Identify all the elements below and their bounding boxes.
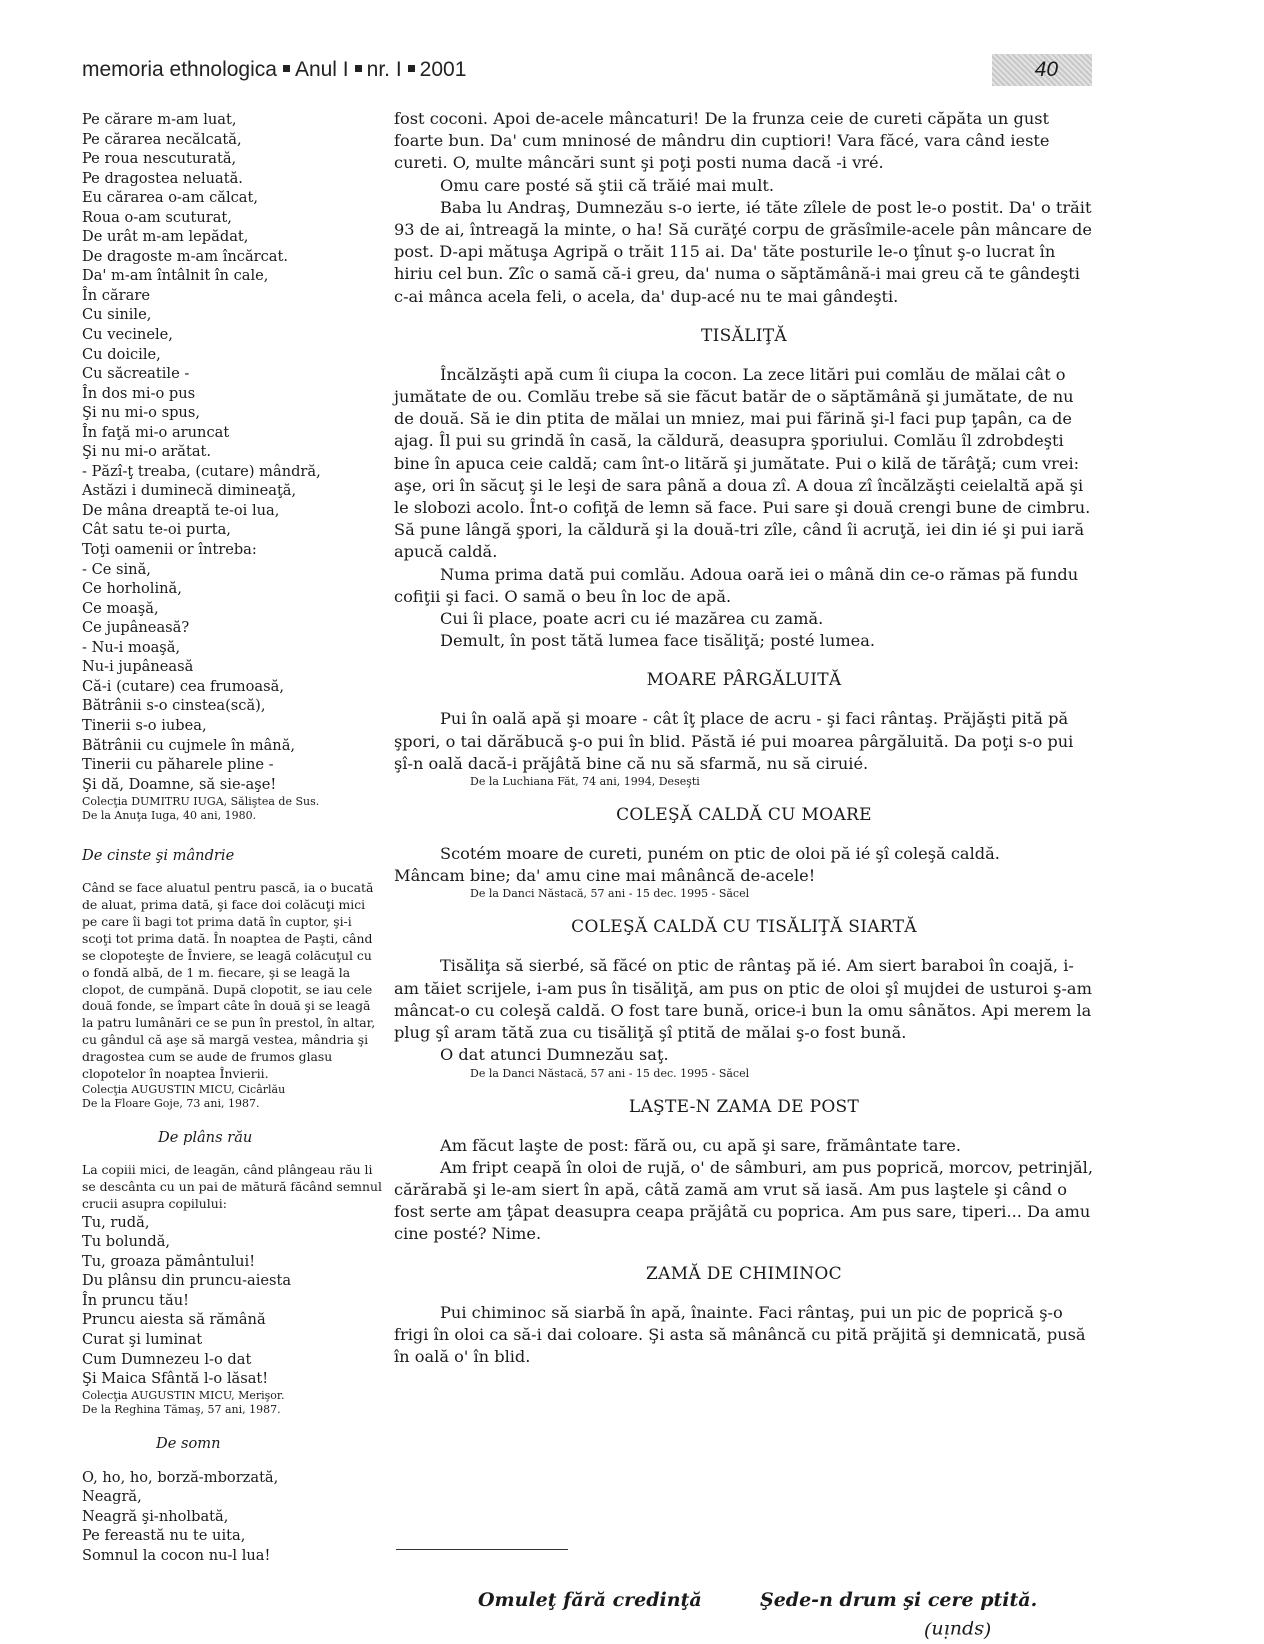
credit: De la Reghina Tămaş, 57 ani, 1987. [82,1402,281,1416]
paragraph: fost coconi. Apoi de-acele mâncaturi! De la frunza ceie de cureti căpăta un gust foarte bun. Da' cum mninosé de mândru din cuptiori! Vara făcé, vara când ieste cureti. O, multe mâncări sunt şi poţi posti numa dacă -i vré. [394,109,1050,173]
poem-line: Curat şi luminat [82,1331,203,1349]
section-title: MOARE PÂRGĂLUITĂ [646,670,842,691]
paragraph: Pui chiminoc să siarbă în apă, înainte. Faci rântaş, pui un pic de poprică ş-o frigi în oloi ca să-i dai coloare. Şi asta să mânâncă cu pită prăjită şi demnicată, pusă în oală o' în blid. [394,1302,1086,1366]
poem-line: Şi nu mi-o arătat. [82,443,212,461]
journal-title [82,58,466,82]
poem-line: Cu doicile, [82,345,161,363]
poem-line: Pruncu aiesta să rămână [82,1311,266,1329]
poem-line: Da' m-am întâlnit în cale, [82,267,269,285]
poem-line: - Nu-i moaşă, [82,638,181,656]
paragraph: Baba lu Andraş, Dumnezău s-o ierte, ié tăte zîlele de post le-o postit. Da' o trăit 93 de ai, întreagă la minte, o ha! Să curăţé corpu de grăsîmile-acele pân mâncare de post. D-api mătuşa Agripă o trăit 115 ai. Da' tăte posturile le-o ţînut ş-o lucrat în hiriu cel bun. Zîc o samă că-i greu, da' numa o săptămână-i mai greu că te gândeşti c-ai mânca acela feli, o acela, da' dup-acé nu te mai gândeşti. [394,197,1092,306]
poem-line: Du plânsu din pruncu-aiesta [82,1272,292,1290]
issue-label: nr. I [366,58,402,81]
poem-line: De dragoste m-am încărcat. [82,247,288,265]
poem-line: Ce moaşă, [82,599,159,617]
source-note: De la Danci Năstacă, 57 ani - 15 dec. 1995 - Săcel [470,887,750,901]
poem-line: Şi dă, Doamne, să sie-aşe! [82,775,277,793]
poem-line: - Ce sină, [82,560,151,578]
section-body [394,955,1094,1066]
section-title: COLEŞĂ CALDĂ CU TISĂLIŢĂ SIARTĂ [571,917,917,938]
poem-line: Pe cărarea necălcată, [82,130,242,148]
poem-line: De urât m-am lepădat, [82,228,249,246]
poem-line: Că-i (cutare) cea frumoasă, [82,677,284,695]
separator-square-icon [408,65,415,72]
poem-line: Şi nu mi-o spus, [82,404,200,422]
section-title: ZAMĂ DE CHIMINOC [646,1263,842,1284]
poem-line: Pe fereastă nu te uita, [82,1527,246,1545]
source-note: De la Danci Năstacă, 57 ani - 15 dec. 1995 - Săcel [470,1066,750,1080]
section-title: De somn [156,1434,221,1452]
flipped-word: (spuin) [924,1620,992,1642]
poem-line: - Păzî-ţ treaba, (cutare) mândră, [82,462,321,480]
poem-line: Somnul la cocon nu-l lua! [82,1546,271,1564]
poem-line: Nu-i jupâneasă [82,658,194,676]
poem-line: Roua o-am scuturat, [82,208,232,226]
paragraph: Scotém moare de cureti, puném on ptic de oloi pă ié şî coleşă caldă. [440,844,1000,864]
credit: Colecţia AUGUSTIN MICU, Merişor. [82,1388,285,1402]
paragraph: Încălzăşti apă cum îi ciupa la cocon. La zece litări pui comlău de mălai cât o jumătate de ou. Comlău trebe să sie făcut batăr de o săptămână şi jumătate, de nu de două. Să ie din ptita de mălai un mniez, mai pui fărină şi-l faci pup ţapân, ca de ajag. Îl pui su grindă în casă, la căldură, deasupra şporiului. Comlău îl zdrobdeşti bine în apuca ceie caldă; cam înt-o litără şi jumătate. Pui o kilă de tărâţă; cum vrei: aşe, ori în săcuţ şi le leşi de sara până a doua zî. A doua zî încălzăşti ceielaltă apă şi le slobozi acolo. Înt-o cofiţă de lemn să face. Pui sare şi două crengi bune de cimbru. Să pune lângă şpori, la căldură şi la două-tri zîle, când îi acruţă, iei din ié şi pui iară apucă caldă. [394,364,1091,562]
section-body [394,708,1094,775]
credit: De la Floare Goje, 73 ani, 1987. [82,1097,260,1111]
paragraph: Pui în oală apă şi moare - cât îţ place de acru - şi faci rântaş. Prăjăşti pită pă şpori, o tai dărăbucă ş-o pui în blid. Păstă ié pui moarea pârgăluită. Da poţi s-o pui şî-n oală dacă-i prăjâtă bine că nu să sfarmă, nu să ciruié. [394,709,1074,773]
poem-line: De mâna dreaptă te-oi lua, [82,501,280,519]
footer-title-right: Şede-n drum şi cere ptită. [760,1589,1038,1611]
poem-line: Pe dragostea neluată. [82,169,243,187]
poem-line: În cărare [82,286,150,304]
section-title: De cinste şi mândrie [82,847,235,865]
poem-de-somn [82,1468,382,1566]
poem-pe-carare [82,110,382,794]
poem-line: Şi Maica Sfântă l-o lăsat! [82,1370,269,1388]
page-number: 40 [992,54,1092,86]
left-column [82,110,382,1565]
poem-line: Cu săcreatile - [82,365,190,383]
poem-line: Neagră şi-nholbată, [82,1507,229,1525]
paragraph: Numa prima dată pui comlău. Adoua oară iei o mână din ce-o rămas pă fundu cofiţii şi faci. O samă o beu în loc de apă. [394,564,1079,606]
paragraph: Am fript ceapă în oloi de rujă, o' de sâmburi, am pus poprică, morcov, petrinjăl, cărărabă şi le-am siert în apă, câtă zamă am vrut să iasă. Am pus laştele şi când o fost serte am ţâpat deasupra ceapa prăjâtă cu poprica. Am pus sare, tiperi... Da amu cine posté? Nime. [394,1157,1093,1244]
year-label: Anul I [294,58,349,81]
poem-line: În pruncu tău! [82,1291,189,1309]
intro-text [394,108,1094,308]
page-header [82,54,1092,88]
poem-line: Tinerii cu păharele pline - [82,756,274,774]
journal-name: memoria ethnologica [82,58,277,81]
paragraph: Demult, în post tătă lumea face tisăliţă; posté lumea. [440,631,876,651]
paragraph: Mâncam bine; da' amu cine mai mânâncă de-acele! [394,866,816,886]
section-body [394,364,1094,653]
source-note: De la Luchiana Făt, 74 ani, 1994, Deseşti [470,775,700,789]
section-title: TISĂLIŢĂ [701,325,787,346]
credit: De la Anuţa Iuga, 40 ani, 1980. [82,809,257,823]
poem-line: Tu bolundă, [82,1233,171,1251]
paragraph: Am făcut laşte de post: fără ou, cu apă şi sare, frământate tare. [440,1135,962,1155]
right-column [394,108,1094,1368]
poem-line: Tu, groaza pământului! [82,1252,256,1270]
poem-line: Cât satu te-oi purta, [82,521,231,539]
credit: Colecţia DUMITRU IUGA, Săliştea de Sus. [82,795,320,809]
poem-line: Astăzi i duminecă dimineaţă, [82,482,297,500]
poem-line: O, ho, ho, borză-mborzată, [82,1468,279,1486]
paragraph: La copiii mici, de leagăn, când plângeau rău li se descânta cu un pai de mătură făcând semnul crucii asupra copilului: [82,1162,382,1211]
paragraph: Cui îi place, poate acri cu ié mazărea cu zamă. [440,609,824,629]
separator-square-icon [283,65,290,72]
credit: Colecţia AUGUSTIN MICU, Cicârlău [82,1083,286,1097]
poem-line: Tinerii s-o iubea, [82,716,207,734]
paragraph: O dat atunci Dumnezău saţ. [440,1045,669,1065]
poem-line: Ce jupâneasă? [82,619,190,637]
poem-line: Ce horholină, [82,580,182,598]
section-title: De plâns rău [158,1129,253,1147]
paragraph: Când se face aluatul pentru pască, ia o bucată de aluat, prima dată, şi face doi colăcuţi mici pe care îi bagi tot prima dată în cuptor, şi-i scoţi tot prima dată. În noaptea de Paşti, când se clopoteşte de Înviere, se leagă colăcuţul cu o fondă albă, de 1 m. fiecare, şi se leagă la clopot, de cumpănă. După clopotit, se iau cele două fonde, se împart câte în două şi se leagă la patru lumânări ce se pun în prestol, în altar, cu gândul că aşe să margă vestea, mândria şi dragostea cum se aude de frumos glasu clopotelor în noaptea Învierii. [82,880,376,1082]
poem-line: Bătrânii cu cujmele în mână, [82,736,296,754]
section-title: COLEŞĂ CALDĂ CU MOARE [616,805,872,826]
poem-line: Pe roua nescuturată, [82,150,237,168]
poem-line: Bătrânii s-o cinstea(scă), [82,697,266,715]
poem-line: Cu sinile, [82,306,152,324]
section-body [394,1302,1094,1369]
section-title: LAŞTE-N ZAMA DE POST [628,1096,860,1117]
poem-de-plans [82,1213,382,1389]
footnote-rule [396,1549,568,1550]
poem-line: În faţă mi-o aruncat [82,423,230,441]
poem-line: Eu cărarea o-am călcat, [82,189,259,207]
paragraph: Omu care posté să ştii că trăié mai mult. [440,175,775,195]
separator-square-icon [355,65,362,72]
poem-line: Toţi oamenii or întreba: [82,541,257,559]
poem-line: Neagră, [82,1488,142,1506]
footer-title-left: Omuleţ fără credinţă [478,1589,702,1611]
poem-line: Cum Dumnezeu l-o dat [82,1350,252,1368]
poem-line: Tu, rudă, [82,1213,150,1231]
year: 2001 [419,58,467,81]
paragraph: Tisăliţa să sierbé, să făcé on ptic de rântaş pă ié. Am siert baraboi în coajă, i-am tăiet scrijele, i-am pus în tisăliţă, am pus on ptic de oloi şî mujdei de usturoi ş-am mâncat-o cu coleşă caldă. O fost tare bună, orice-i bun la omu sânătos. Api merem la plug şî aram tătă zua cu tisăliţă şî ptită de mălai ş-o fost bună. [394,956,1092,1043]
poem-line: În dos mi-o pus [82,384,196,402]
poem-line: Pe cărare m-am luat, [82,111,237,128]
section-body [394,1135,1094,1246]
poem-line: Cu vecinele, [82,326,173,344]
